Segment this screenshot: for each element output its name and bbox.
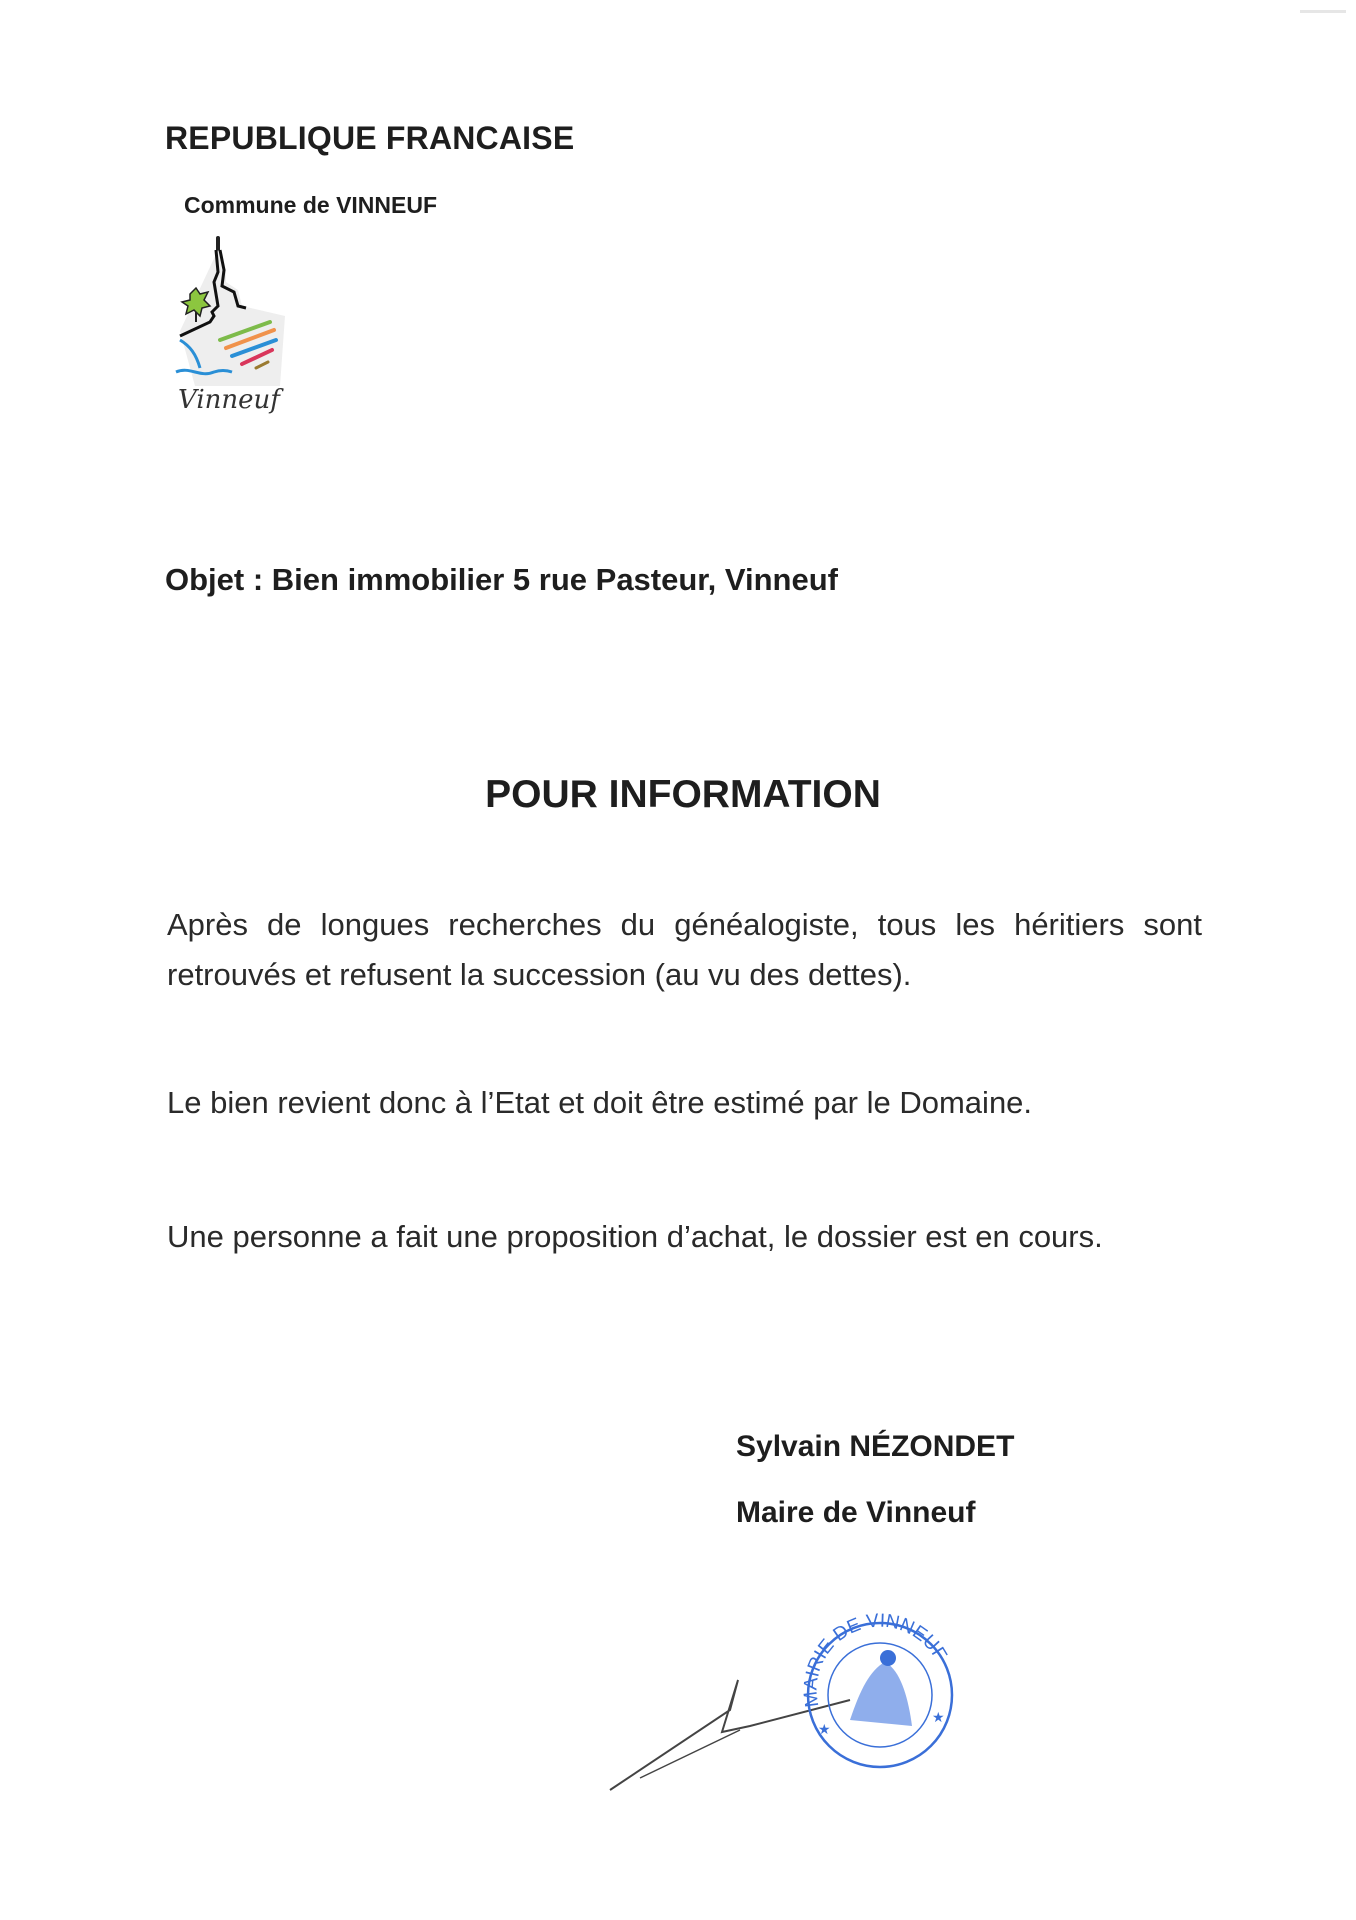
scan-artifact: [1300, 10, 1346, 13]
svg-text:MAIRIE DE VINNEUF: MAIRIE DE VINNEUF: [800, 1610, 951, 1709]
body-paragraph: Une personne a fait une proposition d’achat, le dossier est en cours.: [167, 1219, 1103, 1254]
mayor-stamp: [790, 1600, 970, 1780]
body-paragraph: Après de longues recherches du généalogiste, tous les héritiers sont retrouvés et refusent la succession (au vu des dettes).: [167, 907, 1202, 992]
svg-text:★: ★: [818, 1721, 831, 1737]
svg-text:★: ★: [932, 1709, 945, 1725]
vinneuf-logo: [170, 236, 290, 416]
letter-heading: POUR INFORMATION: [485, 773, 881, 816]
signatory-title: Maire de Vinneuf: [736, 1496, 976, 1529]
body-paragraph: Le bien revient donc à l’Etat et doit être estimé par le Domaine.: [167, 1085, 1033, 1120]
signatory-name: Sylvain NÉZONDET: [736, 1430, 1015, 1463]
svg-text:Vinneuf: Vinneuf: [178, 385, 280, 415]
republic-title: REPUBLIQUE FRANCAISE: [165, 120, 575, 156]
letter-subject: Objet : Bien immobilier 5 rue Pasteur, Vinneuf: [165, 562, 838, 597]
commune-name: Commune de VINNEUF: [184, 192, 438, 218]
